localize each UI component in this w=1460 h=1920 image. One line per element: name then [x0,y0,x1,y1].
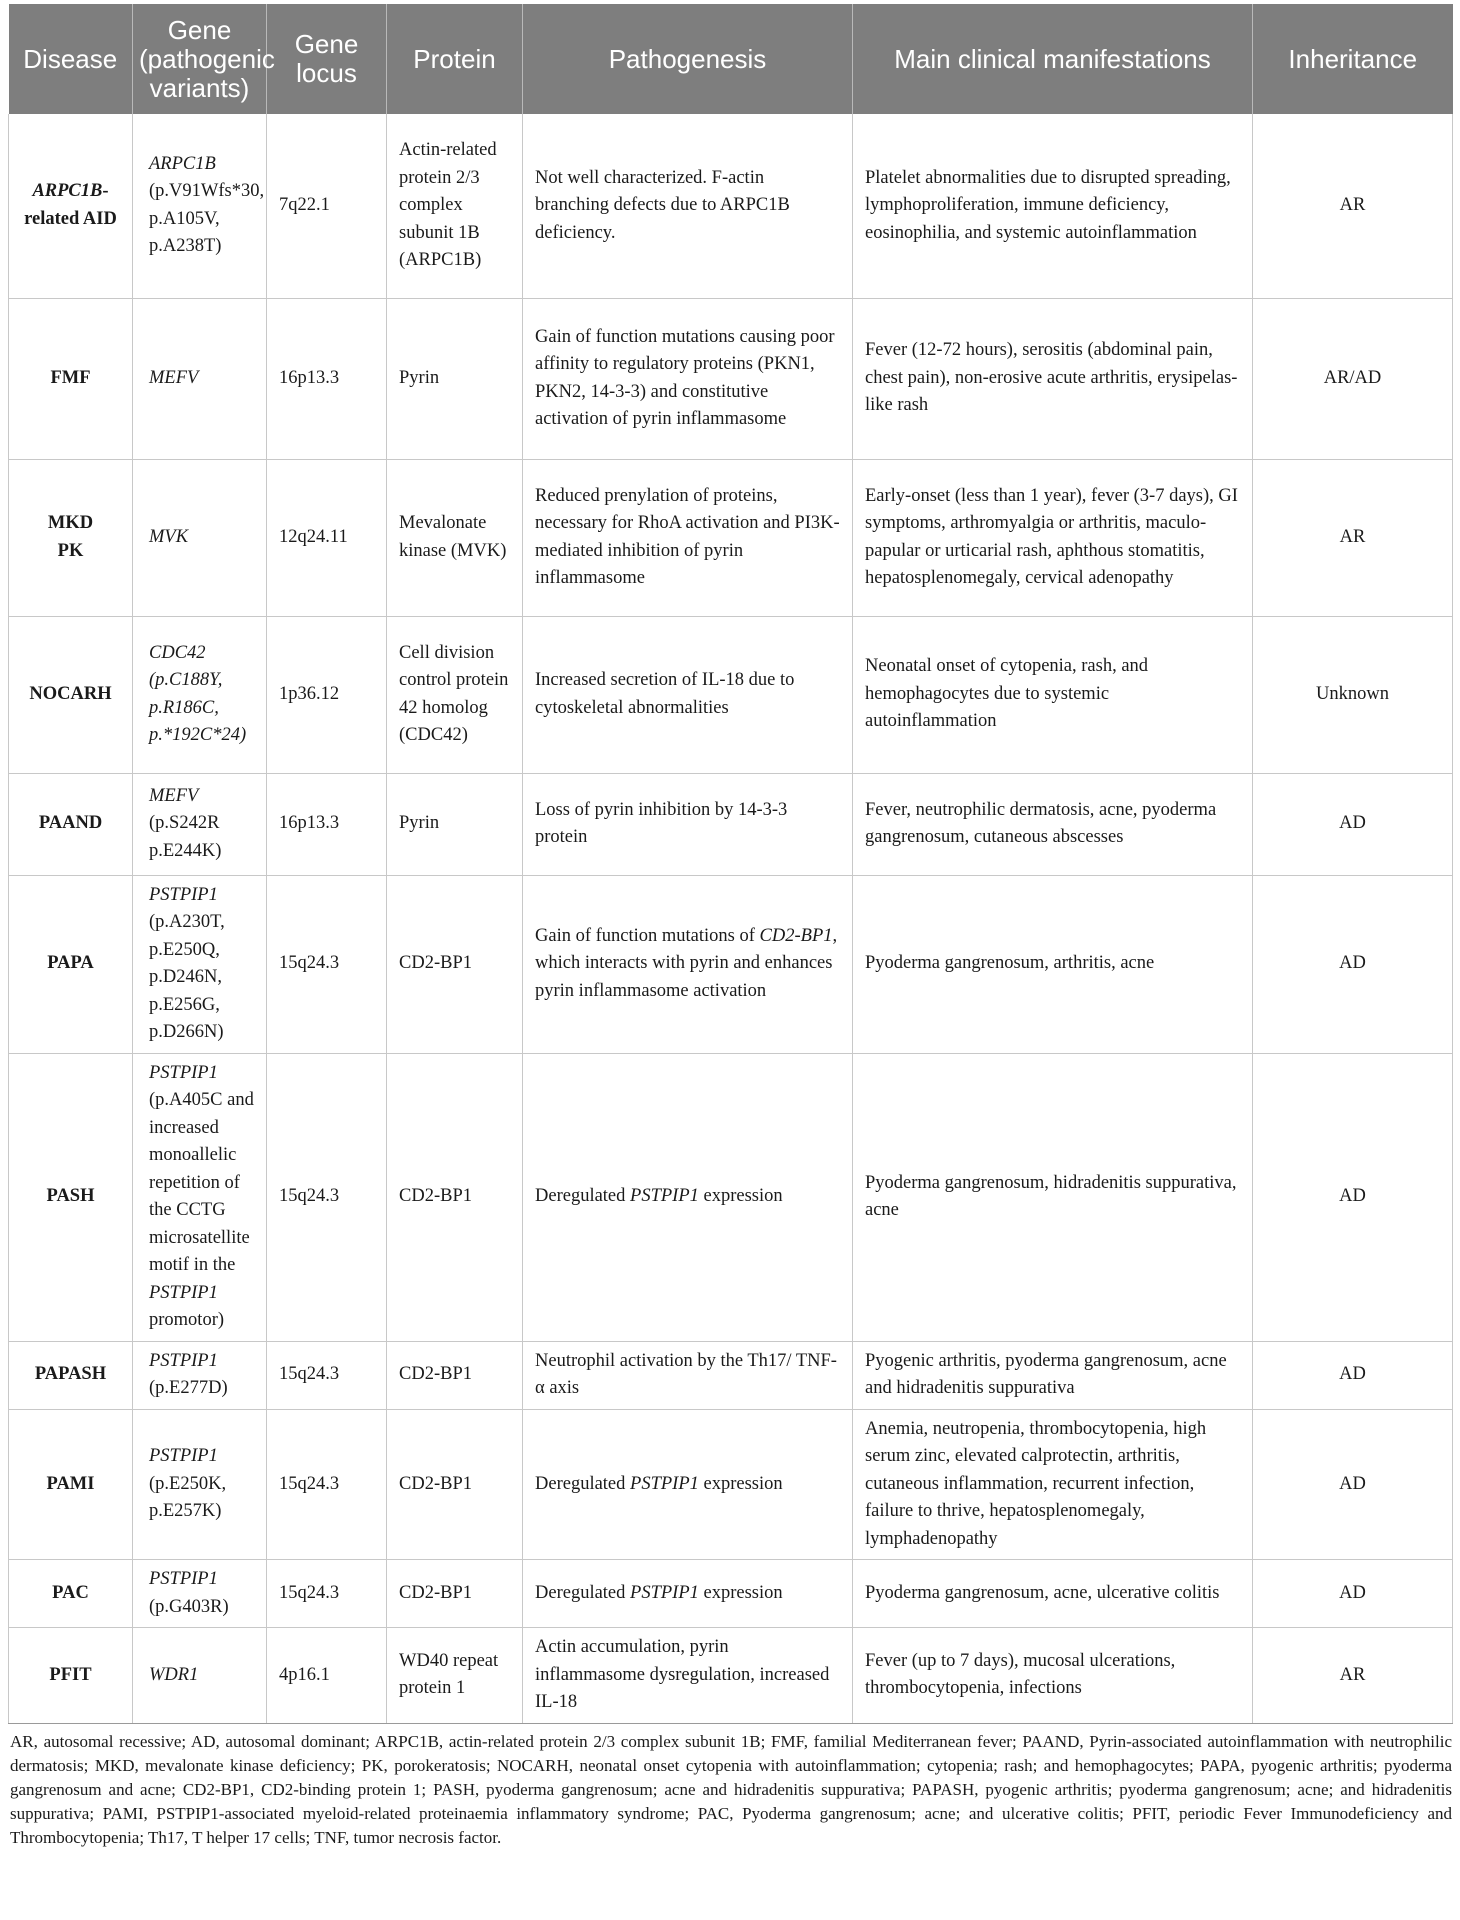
disease-cell: PAPA [9,875,133,1053]
pathogenesis-cell: Deregulated PSTPIP1 expression [523,1053,853,1341]
pathogenesis-cell: Gain of function mutations causing poor affinity to regulatory proteins (PKN1, PKN2, 14-3-3) and constitutive activation of pyrin inflammasome [523,298,853,459]
gene-cell: CDC42 (p.C188Y, p.R186C, p.*192C*24) [133,616,267,773]
manifestations-cell: Neonatal onset of cytopenia, rash, and hemophagocytes due to systemic autoinflammation [853,616,1253,773]
manifestations-cell: Fever (12-72 hours), serositis (abdominal pain, chest pain), non-erosive acute arthritis, erysipelas-like rash [853,298,1253,459]
table-row [9,1409,1453,1560]
table-row [9,1341,1453,1409]
gene-cell: PSTPIP1 (p.E250K, p.E257K) [133,1409,267,1560]
protein-cell: Pyrin [387,298,523,459]
protein-cell: CD2-BP1 [387,875,523,1053]
gene-cell: PSTPIP1 (p.G403R) [133,1560,267,1628]
pathogenesis-cell: Neutrophil activation by the Th17/ TNF-α axis [523,1341,853,1409]
pathogenesis-cell: Loss of pyrin inhibition by 14-3-3 protein [523,773,853,875]
gene-cell: PSTPIP1 (p.A230T, p.E250Q, p.D246N, p.E256G, p.D266N) [133,875,267,1053]
table-row [9,1053,1453,1341]
gene-cell: MEFV (p.S242R p.E244K) [133,773,267,875]
manifestations-cell: Platelet abnormalities due to disrupted spreading, lymphoproliferation, immune deficiency, eosinophilia, and systemic autoinflammation [853,114,1253,298]
manifestations-cell: Pyogenic arthritis, pyoderma gangrenosum, acne and hidradenitis suppurativa [853,1341,1253,1409]
manifestations-cell: Anemia, neutropenia, thrombocytopenia, high serum zinc, elevated calprotectin, arthritis, cutaneous inflammation, recurrent infection, failure to thrive, hepatosplenomegaly, lymphadenopathy [853,1409,1253,1560]
disease-cell: MKD PK [9,459,133,616]
header-pathogenesis: Pathogenesis [523,4,853,114]
table-body [9,114,1453,1723]
pathogenesis-cell: Deregulated PSTPIP1 expression [523,1409,853,1560]
inheritance-cell: AR [1253,459,1453,616]
table-footnote: AR, autosomal recessive; AD, autosomal dominant; ARPC1B, actin-related protein 2/3 complex subunit 1B; FMF, familial Mediterranean fever; PAAND, Pyrin-associated autoinflammation with neutrophilic dermatosis; MKD, mevalonate kinase deficiency; PK, porokeratosis; NOCARH, neonatal onset cytopenia with autoinflammation; cytopenia; rash; and hemophagocytes; PAPA, pyogenic arthritis; pyoderma gangrenosum and acne; CD2-BP1, CD2-binding protein 1; PASH, pyoderma gangrenosum; acne and hidradenitis suppurativa; PAPASH, pyogenic arthritis; pyoderma gangrenosum; acne; and hidradenitis suppurativa; PAMI, PSTPIP1-associated myeloid-related proteinaemia inflammatory syndrome; PAC, Pyoderma gangrenosum; acne; and ulcerative colitis; PFIT, periodic Fever Immunodeficiency and Thrombocytopenia; Th17, T helper 17 cells; TNF, tumor necrosis factor. [10,1731,1452,1847]
gene-locus-cell: 4p16.1 [267,1628,387,1724]
gene-locus-cell: 7q22.1 [267,114,387,298]
table-row [9,616,1453,773]
manifestations-cell: Pyoderma gangrenosum, arthritis, acne [853,875,1253,1053]
disease-cell: PFIT [9,1628,133,1724]
disease-table [8,4,1453,1724]
gene-locus-cell: 16p13.3 [267,773,387,875]
header-disease: Disease [9,4,133,114]
inheritance-cell: AD [1253,773,1453,875]
protein-cell: CD2-BP1 [387,1560,523,1628]
inheritance-cell: Unknown [1253,616,1453,773]
disease-cell: ARPC1B-related AID [9,114,133,298]
gene-cell: PSTPIP1 (p.E277D) [133,1341,267,1409]
gene-locus-cell: 15q24.3 [267,1560,387,1628]
table-row [9,298,1453,459]
pathogenesis-cell: Actin accumulation, pyrin inflammasome dysregulation, increased IL-18 [523,1628,853,1724]
gene-cell: ARPC1B (p.V91Wfs*30, p.A105V, p.A238T) [133,114,267,298]
header-inheritance: Inheritance [1253,4,1453,114]
gene-locus-cell: 12q24.11 [267,459,387,616]
header-gene-locus: Gene locus [267,4,387,114]
table-container [8,4,1452,1850]
gene-cell: WDR1 [133,1628,267,1724]
manifestations-cell: Early-onset (less than 1 year), fever (3-7 days), GI symptoms, arthromyalgia or arthritis, maculo-papular or urticarial rash, aphthous stomatitis, hepatosplenomegaly, cervical adenopathy [853,459,1253,616]
manifestations-cell: Pyoderma gangrenosum, acne, ulcerative colitis [853,1560,1253,1628]
gene-locus-cell: 15q24.3 [267,1409,387,1560]
inheritance-cell: AD [1253,875,1453,1053]
protein-cell: Actin-related protein 2/3 complex subunit 1B (ARPC1B) [387,114,523,298]
pathogenesis-cell: Deregulated PSTPIP1 expression [523,1560,853,1628]
header-gene: Gene (pathogenic variants) [133,4,267,114]
gene-locus-cell: 1p36.12 [267,616,387,773]
pathogenesis-cell: Reduced prenylation of proteins, necessary for RhoA activation and PI3K-mediated inhibition of pyrin inflammasome [523,459,853,616]
protein-cell: Mevalonate kinase (MVK) [387,459,523,616]
table-row [9,773,1453,875]
inheritance-cell: AD [1253,1409,1453,1560]
manifestations-cell: Fever, neutrophilic dermatosis, acne, pyoderma gangrenosum, cutaneous abscesses [853,773,1253,875]
table-row [9,459,1453,616]
table-row [9,875,1453,1053]
inheritance-cell: AD [1253,1341,1453,1409]
pathogenesis-cell: Not well characterized. F-actin branching defects due to ARPC1B deficiency. [523,114,853,298]
pathogenesis-cell: Increased secretion of IL-18 due to cytoskeletal abnormalities [523,616,853,773]
gene-locus-cell: 16p13.3 [267,298,387,459]
disease-cell: PAMI [9,1409,133,1560]
manifestations-cell: Pyoderma gangrenosum, hidradenitis suppurativa, acne [853,1053,1253,1341]
protein-cell: CD2-BP1 [387,1341,523,1409]
gene-locus-cell: 15q24.3 [267,1341,387,1409]
header-protein: Protein [387,4,523,114]
disease-cell: NOCARH [9,616,133,773]
gene-locus-cell: 15q24.3 [267,1053,387,1341]
disease-cell: PAC [9,1560,133,1628]
header-manifestations: Main clinical manifestations [853,4,1253,114]
inheritance-cell: AR/AD [1253,298,1453,459]
inheritance-cell: AR [1253,114,1453,298]
disease-cell: PAPASH [9,1341,133,1409]
inheritance-cell: AD [1253,1053,1453,1341]
gene-cell: PSTPIP1 (p.A405C and increased monoallelic repetition of the CCTG microsatellite motif in the PSTPIP1 promotor) [133,1053,267,1341]
table-row [9,1628,1453,1724]
manifestations-cell: Fever (up to 7 days), mucosal ulcerations, thrombocytopenia, infections [853,1628,1253,1724]
protein-cell: Cell division control protein 42 homolog (CDC42) [387,616,523,773]
protein-cell: WD40 repeat protein 1 [387,1628,523,1724]
disease-cell: PAAND [9,773,133,875]
table-row [9,114,1453,298]
gene-cell: MVK [133,459,267,616]
inheritance-cell: AD [1253,1560,1453,1628]
gene-cell: MEFV [133,298,267,459]
pathogenesis-cell: Gain of function mutations of CD2-BP1, which interacts with pyrin and enhances pyrin inflammasome activation [523,875,853,1053]
table-row [9,1560,1453,1628]
disease-cell: FMF [9,298,133,459]
protein-cell: CD2-BP1 [387,1053,523,1341]
protein-cell: CD2-BP1 [387,1409,523,1560]
disease-cell: PASH [9,1053,133,1341]
gene-locus-cell: 15q24.3 [267,875,387,1053]
protein-cell: Pyrin [387,773,523,875]
header-row [9,4,1453,114]
inheritance-cell: AR [1253,1628,1453,1724]
